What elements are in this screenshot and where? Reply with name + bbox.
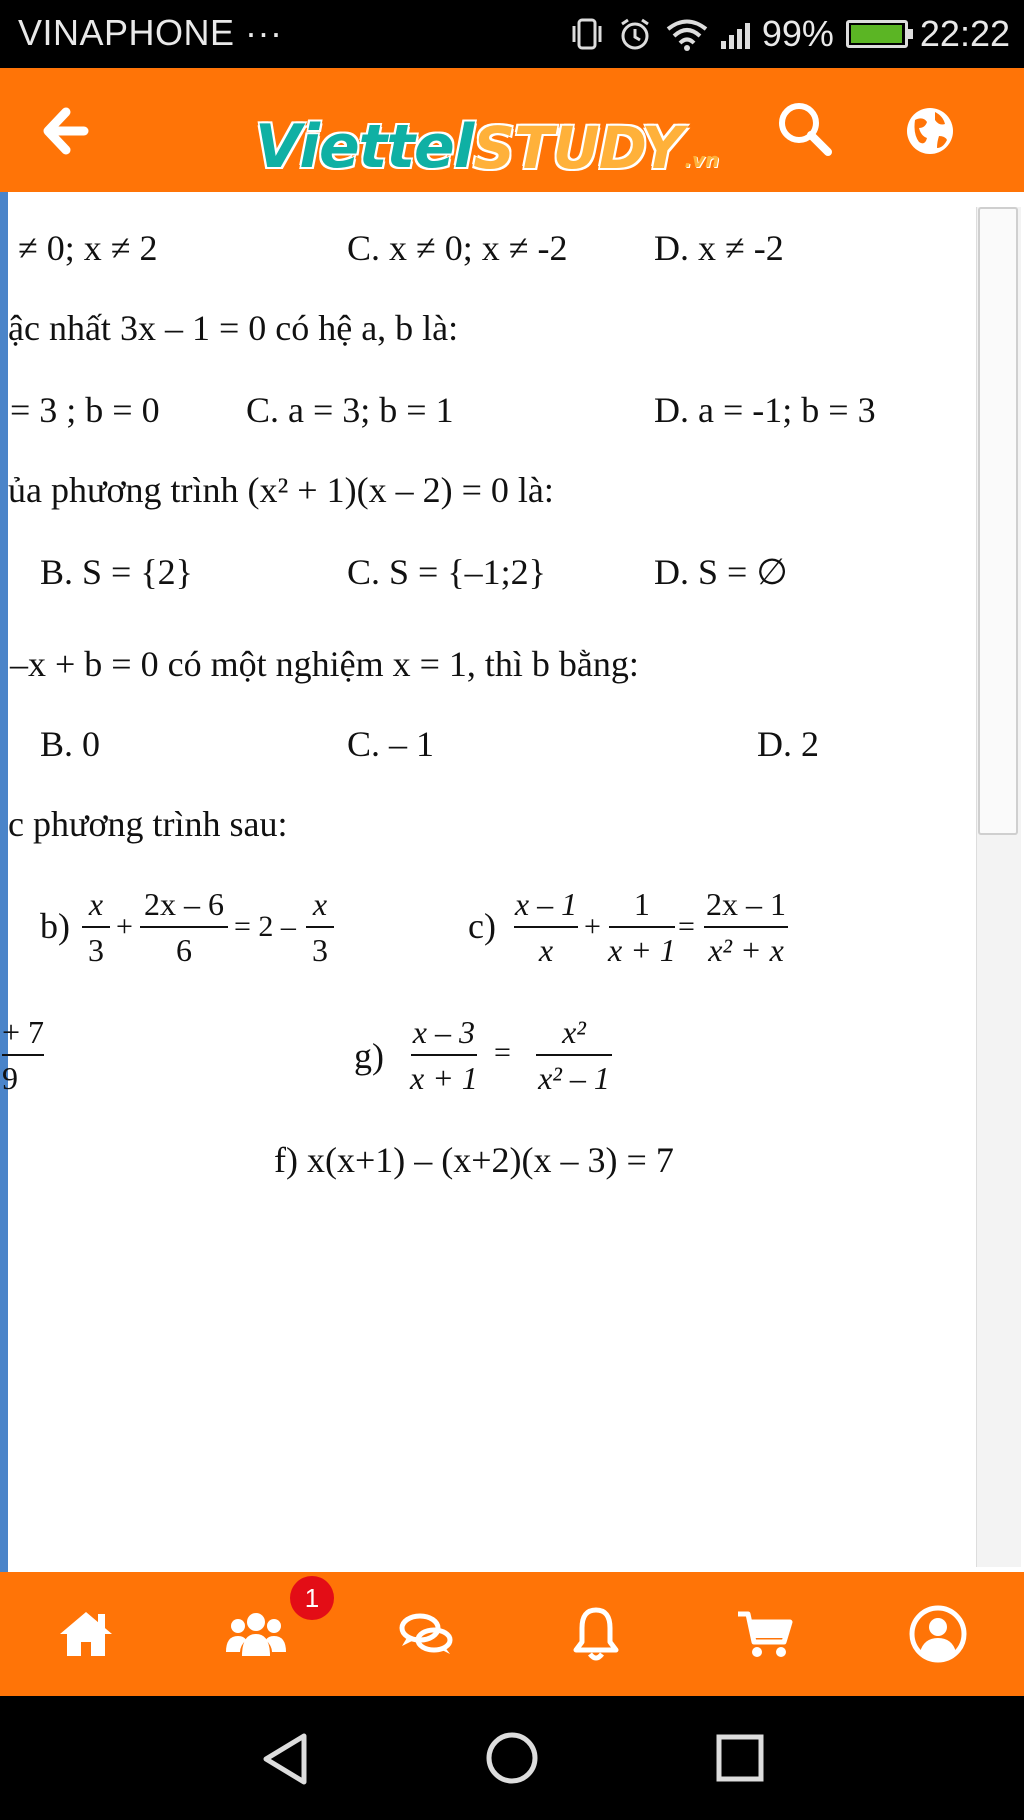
line2-option-b: = 3 ; b = 0 bbox=[10, 390, 160, 430]
bottom-nav bbox=[0, 1572, 1024, 1696]
eq-b-plus: + bbox=[116, 910, 133, 943]
eq-b-fraction-3: x 3 bbox=[306, 888, 334, 966]
line3-option-d: D. S = ∅ bbox=[654, 552, 788, 592]
eq-g-label: g) bbox=[354, 1036, 384, 1076]
nav-recents-icon[interactable] bbox=[714, 1732, 766, 1784]
search-icon[interactable] bbox=[774, 98, 834, 158]
question-solution-set: ủa phương trình (x² + 1)(x – 2) = 0 là: bbox=[8, 470, 554, 510]
nav-back-icon[interactable] bbox=[258, 1732, 312, 1786]
eq-c-label: c) bbox=[468, 906, 496, 946]
line1-option-d: D. x ≠ -2 bbox=[654, 228, 784, 268]
friends-badge: 1 bbox=[290, 1576, 334, 1620]
nav-home-icon[interactable] bbox=[484, 1730, 540, 1786]
eq-g-equals: = bbox=[494, 1036, 511, 1069]
question-linear: ậc nhất 3x – 1 = 0 có hệ a, b là: bbox=[8, 308, 459, 348]
worksheet-image bbox=[0, 192, 1024, 1572]
line3-option-c: C. S = {–1;2} bbox=[347, 552, 546, 592]
bell-icon[interactable] bbox=[564, 1602, 628, 1666]
cart-icon[interactable] bbox=[734, 1602, 798, 1666]
line4-option-c: C. – 1 bbox=[347, 724, 435, 764]
friends-icon[interactable] bbox=[224, 1602, 288, 1666]
eq-b-fraction-2: 2x – 6 6 bbox=[140, 888, 228, 966]
battery-icon bbox=[846, 20, 908, 48]
question-find-b: –x + b = 0 có một nghiệm x = 1, thì b bằng: bbox=[10, 644, 639, 684]
back-arrow-icon[interactable] bbox=[40, 106, 90, 156]
globe-icon[interactable] bbox=[905, 106, 955, 156]
logo-brand: Viettel bbox=[255, 112, 474, 182]
line2-option-d: D. a = -1; b = 3 bbox=[654, 390, 876, 430]
eq-b-equals: = 2 – bbox=[234, 910, 296, 943]
question-solve-equations: c phương trình sau: bbox=[8, 804, 288, 844]
eq-f: f) x(x+1) – (x+2)(x – 3) = 7 bbox=[274, 1140, 674, 1180]
line4-option-d: D. 2 bbox=[757, 724, 819, 764]
line3-option-b: B. S = {2} bbox=[40, 552, 193, 592]
clock: 22:22 bbox=[919, 13, 1010, 54]
chat-icon[interactable] bbox=[394, 1602, 458, 1666]
battery-percent: 99% bbox=[761, 13, 834, 54]
eq-b-label: b) bbox=[40, 906, 70, 946]
eq-b-fraction-1: x 3 bbox=[82, 888, 110, 966]
home-icon[interactable] bbox=[54, 1602, 118, 1666]
system-nav-bar bbox=[0, 1696, 1024, 1820]
line1-option-c: C. x ≠ 0; x ≠ -2 bbox=[347, 228, 568, 268]
alarm-icon bbox=[617, 16, 653, 52]
vibrate-icon bbox=[569, 16, 605, 52]
logo-study: STUDY bbox=[473, 114, 683, 182]
line2-option-c: C. a = 3; b = 1 bbox=[246, 390, 454, 430]
logo-vn: .vn bbox=[684, 148, 720, 172]
line4-option-b: B. 0 bbox=[40, 724, 101, 764]
signal-icon bbox=[721, 19, 750, 49]
wifi-icon bbox=[665, 16, 709, 52]
status-bar bbox=[0, 0, 1024, 68]
scrollbar-thumb[interactable] bbox=[978, 207, 1018, 835]
eq-c-fraction-3: 2x – 1 x² + x bbox=[706, 886, 786, 968]
viettelstudy-logo[interactable] bbox=[255, 92, 719, 182]
battery-fill bbox=[851, 25, 902, 43]
eq-c-fraction-2: 1 x + 1 bbox=[608, 886, 676, 968]
status-icons bbox=[569, 10, 1010, 58]
app-header bbox=[0, 68, 1024, 192]
line1-option-a: ≠ 0; x ≠ 2 bbox=[18, 228, 158, 268]
left-edge-bar bbox=[0, 192, 8, 1572]
eq-c-equals: = bbox=[678, 910, 695, 943]
profile-icon[interactable] bbox=[906, 1602, 970, 1666]
eq-g-fraction-2: x² x² – 1 bbox=[536, 1016, 612, 1094]
eq-g-fraction-1: x – 3 x + 1 bbox=[410, 1014, 478, 1096]
eq-c-fraction-1: x – 1 x bbox=[514, 886, 578, 968]
eq-cut-fraction: + 7 9 bbox=[2, 1014, 45, 1096]
carrier-name: VINAPHONE ··· bbox=[18, 12, 283, 53]
eq-c-plus: + bbox=[584, 910, 601, 943]
